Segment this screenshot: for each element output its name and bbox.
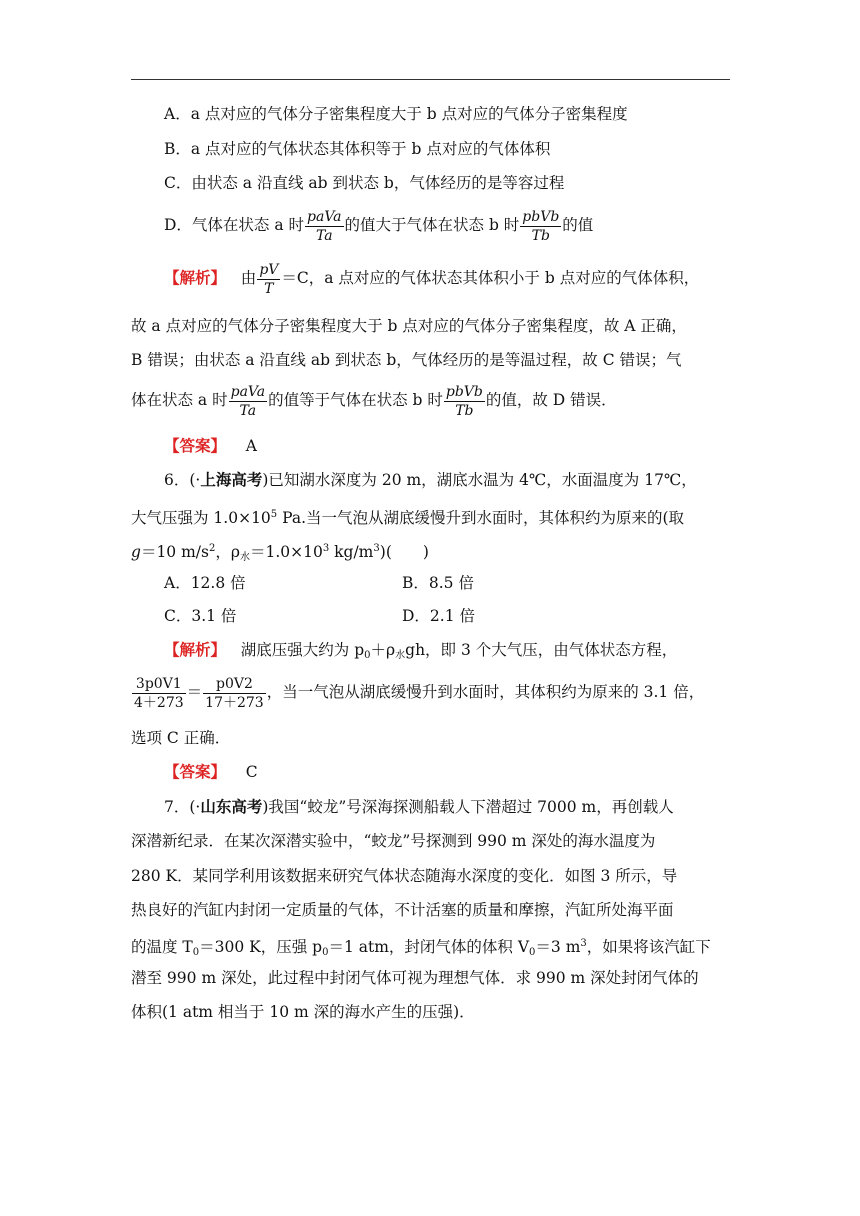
q6-option-c: C．3.1 倍 — [164, 607, 237, 625]
fraction-pV-T: $\frac{pV}{T}$ — [259, 261, 279, 297]
q6-analysis-line-3: 选项 C 正确． — [131, 729, 231, 747]
q5-analysis-line-3: B 错误；由状态 a 沿直线 ab 到状态 b，气体经历的是等温过程，故 C 错误；气 — [131, 351, 682, 369]
q7-line-6: 潜至 990 m 深处，此过程中封闭气体可视为理想气体．求 990 m 深处封闭气体的 — [131, 969, 699, 987]
q7-source: 山东高考 — [200, 797, 263, 816]
fraction-p0V2: $\frac{p0V2}{17+273}$ — [205, 675, 264, 711]
q5-answer: 【答案】 A — [164, 436, 257, 455]
q5-option-c: C．由状态 a 沿直线 ab 到状态 b，气体经历的是等容过程 — [164, 174, 565, 192]
analysis-tag: 【解析】 — [164, 268, 227, 287]
q5-analysis-line-2: 故 a 点对应的气体分子密集程度大于 b 点对应的气体分子密集程度，故 A 正确， — [131, 317, 687, 335]
answer-tag: 【答案】 — [164, 762, 227, 781]
q6-answer: 【答案】 C — [164, 762, 258, 781]
q6-analysis-line-2: $\frac{3p0V1}{4+273}$ ＝ $\frac{p0V2}{17+273}$ ，当一气泡从湖底缓慢升到水面时，其体积约为原来的 3.1 倍， — [134, 675, 705, 711]
q6-source: 上海高考 — [200, 470, 263, 489]
q6-stem-line-1: 6．(·上海高考)已知湖水深度为 20 m，湖底水温为 4℃，水面温度为 17℃， — [164, 470, 697, 489]
q7-line-5: 的温度 $T_0=300$ K，压强 $p_0=1$ atm，封闭气体的体积 $V_0=3$ $m^3$，如果将该汽缸下 — [131, 938, 711, 958]
header-rule — [131, 79, 730, 80]
q6-stem-line-3: g＝10 $m/s^2$，$\rho_水=1.0\times 10^3$ $kg/m^3$)( ) — [131, 543, 429, 563]
fraction-paVa-Ta: $\frac{\text{paVa}}{Ta}$ — [307, 208, 342, 244]
q7-line-1: 7．(·山东高考)我国“蛟龙”号深海探测船载人下潜超过 7000 m，再创载人 — [164, 797, 674, 816]
fraction-pbVb-Tb-2: $\frac{\text{pbVb}}{Tb}$ — [445, 383, 483, 419]
q7-line-7: 体积(1 atm 相当于 10 m 深的海水产生的压强)． — [131, 1003, 475, 1021]
q6-analysis-line-1: 【解析】 湖底压强大约为 $p_0+\rho_水gh$，即 3 个大气压，由气体状态方程， — [164, 640, 678, 661]
q5-option-b: B．a 点对应的气体状态其体积等于 b 点对应的气体体积 — [164, 140, 551, 158]
answer-tag: 【答案】 — [164, 436, 227, 455]
q5-analysis-line-4: 体在状态 a 时 $\frac{\text{paVa}}{Ta}$ 的值等于气体在状态 b 时 $\frac{\text{pbVb}}{Tb}$ 的值，故 D 错误． — [131, 383, 617, 419]
q7-line-3: 280 K．某同学利用该数据来研究气体状态随海水深度的变化．如图 3 所示，导 — [131, 867, 678, 885]
q6-stem-line-2: 大气压强为 $1.0\times 10^5$ Pa.当一气泡从湖底缓慢升到水面时，其体积约为原来的(取 — [131, 509, 685, 527]
fraction-paVa-Ta-2: $\frac{\text{paVa}}{Ta}$ — [230, 383, 266, 419]
q6-option-a: A．12.8 倍 — [164, 574, 246, 592]
q6-option-b: B．8.5 倍 — [402, 574, 474, 592]
analysis-tag: 【解析】 — [164, 640, 227, 659]
q5-option-a: A．a 点对应的气体分子密集程度大于 b 点对应的气体分子密集程度 — [164, 105, 628, 123]
q5-analysis-line-1: 【解析】 由 $\frac{pV}{T}$ ＝C，a 点对应的气体状态其体积小于 b 点对应的气体体积， — [164, 261, 700, 297]
q6-options-row-2 — [164, 606, 730, 626]
q6-options-row-1 — [164, 573, 730, 593]
q6-option-d: D．2.1 倍 — [402, 607, 476, 625]
q7-line-4: 热良好的汽缸内封闭一定质量的气体，不计活塞的质量和摩擦，汽缸所处海平面 — [131, 901, 674, 919]
fraction-pbVb-Tb: $\frac{\text{pbVb}}{Tb}$ — [522, 208, 560, 244]
q7-line-2: 深潜新纪录．在某次深潜实验中，“蛟龙”号探测到 990 m 深处的海水温度为 — [131, 832, 656, 850]
fraction-3p0V1: $\frac{3p0V1}{4+273}$ — [134, 675, 184, 711]
q5-option-d: D．气体在状态 a 时 $\frac{\text{paVa}}{Ta}$ 的值大于气体在状态 b 时 $\frac{\text{pbVb}}{Tb}$ 的值 — [164, 208, 594, 244]
